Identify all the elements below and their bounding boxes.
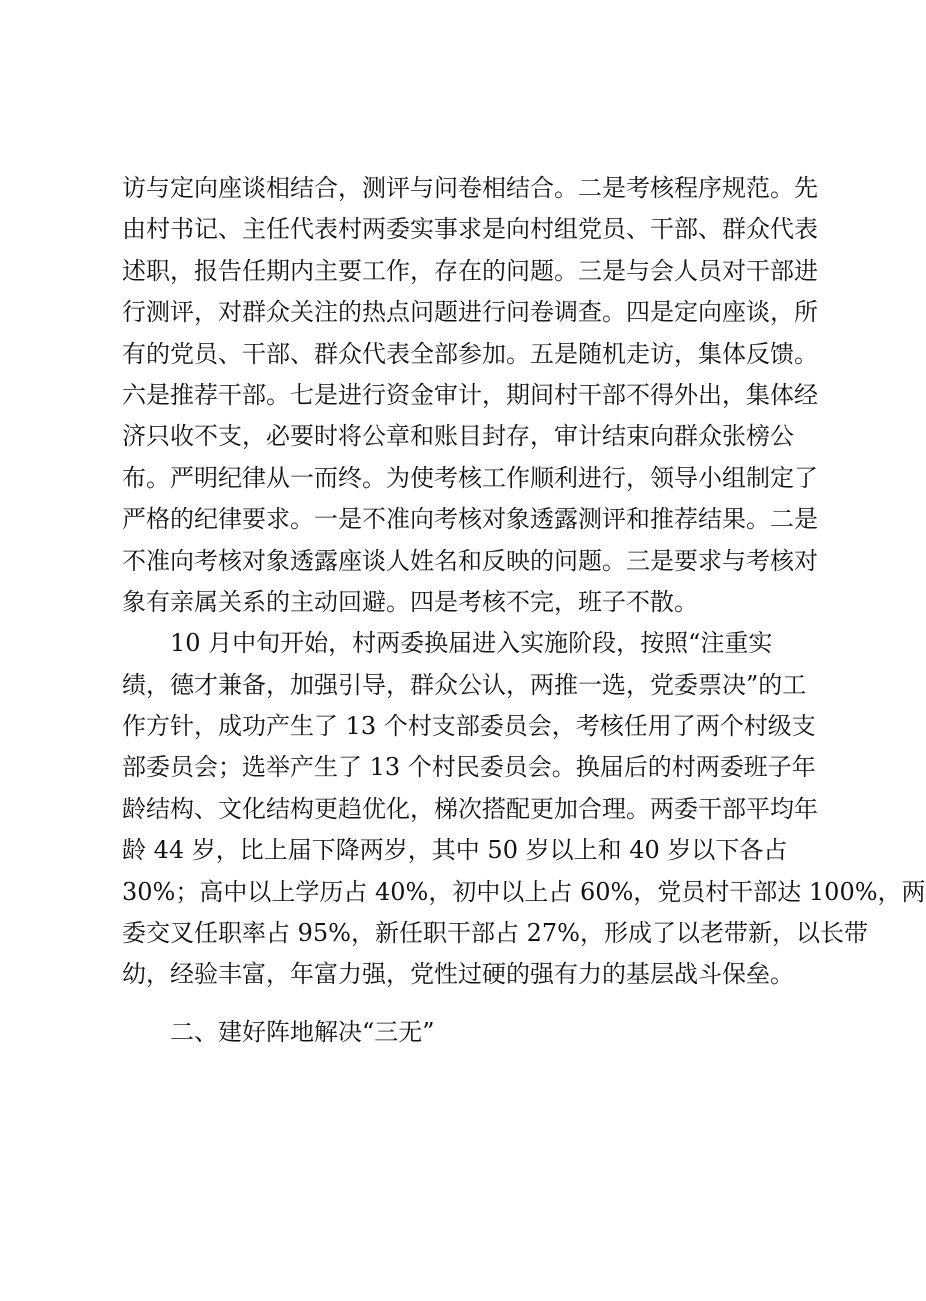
text-line: 济只收不支，必要时将公章和账目封存，审计结束向群众张榜公: [122, 422, 794, 451]
text-line: 访与定向座谈相结合，测评与问卷相结合。二是考核程序规范。先: [122, 174, 818, 202]
text-line: 幼，经验丰富，年富力强，党性过硬的强有力的基层战斗保垒。: [122, 960, 794, 989]
text-line: 绩，德才兼备，加强引导，群众公认，两推一选，党委票决”的工: [122, 670, 807, 699]
text-line: 不准向考核对象透露座谈人姓名和反映的问题。三是要求与考核对: [122, 546, 818, 575]
paragraph-election-results: [122, 623, 926, 996]
text-line: 龄 44 岁，比上届下降两岁，其中 50 岁以上和 40 岁以下各占: [122, 836, 788, 865]
text-line: 有的党员、干部、群众代表全部参加。五是随机走访，集体反馈。: [122, 339, 818, 368]
text-line: 由村书记、主任代表村两委实事求是向村组党员、干部、群众代表: [122, 215, 818, 244]
text-line: 六是推荐干部。七是进行资金审计，期间村干部不得外出，集体经: [122, 380, 818, 409]
text-line: 作方针，成功产生了 13 个村支部委员会，考核任用了两个村级支: [122, 712, 816, 741]
text-line: 行测评，对群众关注的热点问题进行问卷调查。四是定向座谈，所: [122, 298, 818, 327]
text-line: 委交叉任职率占 95%，新任职干部占 27%，形成了以老带新，以长带: [122, 919, 868, 948]
text-line: 10 月中旬开始，村两委换届进入实施阶段，按照“注重实: [170, 629, 773, 658]
text-line: 严格的纪律要求。一是不准向考核对象透露测评和推荐结果。二是: [122, 505, 818, 534]
text-line: 布。严明纪律从一而终。为使考核工作顺利进行，领导小组制定了: [122, 463, 818, 492]
text-line: 述职，报告任期内主要工作，存在的问题。三是与会人员对干部进: [122, 256, 818, 285]
text-line: 龄结构、文化结构更趋优化，梯次搭配更加合理。两委干部平均年: [122, 794, 818, 823]
text-line: 30%；高中以上学历占 40%，初中以上占 60%，党员村干部达 100%，两: [122, 877, 926, 906]
paragraph-exam-procedure: [122, 168, 818, 623]
text-line: 象有亲属关系的主动回避。四是考核不完，班子不散。: [122, 587, 698, 616]
section-heading: 二、建好阵地解决“三无”: [170, 1017, 435, 1046]
document-body: [122, 168, 926, 1053]
text-line: 部委员会；选举产生了 13 个村民委员会。换届后的村两委班子年: [122, 753, 816, 782]
